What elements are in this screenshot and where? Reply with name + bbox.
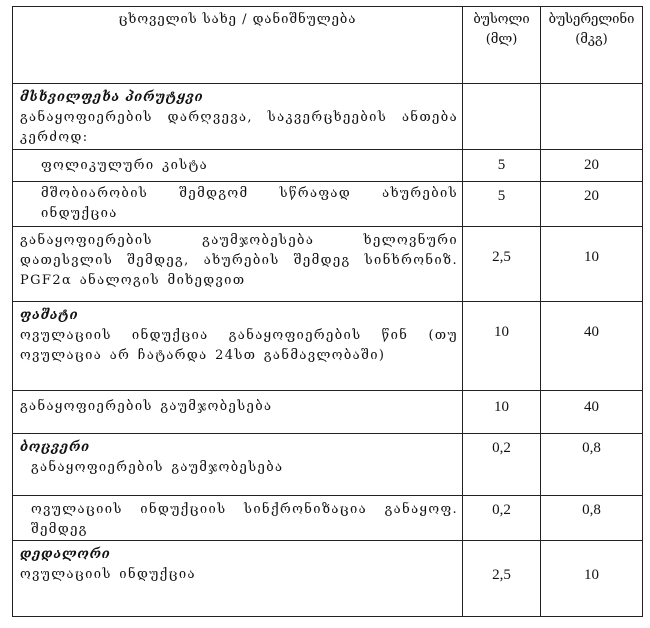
mare-value-cell: [463, 182, 541, 227]
table-row: [13, 182, 643, 227]
row-text: განაყოფიერების გაუმჯობესება ხელოვნური დათესვლის შემდეგ, ახურების შემდეგ სინხრონიზ. PGF2α ანალოგის მიხედვით: [20, 233, 458, 288]
mare-value-cell: [463, 496, 541, 541]
section-title: ბოცვერი: [20, 440, 90, 455]
mare-value: 10: [494, 399, 509, 415]
mare-value-cell: [463, 302, 541, 391]
section-title: მსხვილფეხა პირუტყვი: [20, 90, 204, 105]
table-row: [13, 227, 643, 302]
header-mare-unit: (მლ): [485, 32, 518, 47]
section-title: ფაშატი: [20, 308, 79, 323]
row-label-cell: [13, 150, 463, 182]
horse-value-cell: [541, 541, 643, 617]
section-title: დედალორი: [20, 547, 111, 562]
mare-value-cell: [463, 391, 541, 434]
row-text: ოვულაციის ინდუქცია: [20, 567, 196, 582]
mare-value-cell: [463, 150, 541, 182]
dosage-table: [12, 6, 643, 617]
mare-value: 2,5: [492, 249, 511, 265]
mare-value: 10: [494, 324, 509, 340]
row-label-cell: [13, 182, 463, 227]
row-label-cell: [13, 227, 463, 302]
horse-value: 40: [584, 399, 599, 415]
mare-value: 2,5: [492, 567, 511, 583]
row-text: მშობიარობის შემდგომ სწრაფად ახურების ინდუქცია: [41, 186, 458, 221]
horse-value-cell: [541, 150, 643, 182]
horse-value: 20: [584, 157, 599, 173]
row-label-cell: [13, 84, 463, 150]
mare-value-cell: [463, 227, 541, 302]
header-cell-horse: [541, 7, 643, 84]
table-row: [13, 84, 643, 150]
mare-value: 0,2: [492, 440, 511, 456]
horse-value-cell: [541, 182, 643, 227]
horse-value-cell: [541, 227, 643, 302]
table-row: [13, 391, 643, 434]
row-text: განაყოფიერების გაუმჯობესება: [20, 399, 273, 414]
header-name-label: ცხოველის სახე / დანიშნულება: [118, 12, 357, 27]
header-cell-mare: [463, 7, 541, 84]
row-text: განაყოფიერების გაუმჯობესება: [31, 460, 284, 475]
horse-value-cell: [541, 84, 643, 150]
row-text: განაყოფიერების დარღვევა, საკვერცხეების ანთება კერძოდ:: [20, 110, 458, 145]
header-cell-name: [13, 7, 463, 84]
row-label-cell: [13, 434, 463, 496]
horse-value: 10: [584, 567, 599, 583]
mare-value: 5: [497, 157, 506, 173]
row-label-cell: [13, 541, 463, 617]
header-mare-label: ბუსოლი: [473, 12, 530, 27]
horse-value: 10: [584, 249, 599, 265]
horse-value-cell: [541, 496, 643, 541]
table-row: [13, 434, 643, 496]
row-label-cell: [13, 496, 463, 541]
horse-value: 40: [584, 324, 599, 340]
table-row: [13, 150, 643, 182]
mare-value-cell: [463, 434, 541, 496]
horse-value: 20: [584, 188, 599, 204]
mare-value-cell: [463, 84, 541, 150]
horse-value: 0,8: [582, 440, 601, 456]
row-text: ფოლიკულური კისტა: [41, 158, 209, 173]
horse-value-cell: [541, 391, 643, 434]
table-row: [13, 302, 643, 391]
header-horse-label: ბუსერელინი: [548, 12, 635, 27]
table-row: [13, 496, 643, 541]
mare-value: 5: [497, 188, 506, 204]
row-text: ოვულაციის ინდუქცია განაყოფიერების წინ (თუ ოვულაცია არ ჩატარდა 24სთ განმავლობაში): [20, 328, 458, 363]
horse-value-cell: [541, 302, 643, 391]
horse-value: 0,8: [582, 502, 601, 518]
row-label-cell: [13, 302, 463, 391]
horse-value-cell: [541, 434, 643, 496]
row-label-cell: [13, 391, 463, 434]
mare-value: 0,2: [492, 502, 511, 518]
row-text: ოვულაციის ინდუქციის სინქრონიზაცია განაყოფ. შემდეგ: [31, 502, 458, 537]
table-row: [13, 541, 643, 617]
header-horse-unit: (მკგ): [575, 32, 608, 47]
mare-value-cell: [463, 541, 541, 617]
table-header-row: [13, 7, 643, 84]
